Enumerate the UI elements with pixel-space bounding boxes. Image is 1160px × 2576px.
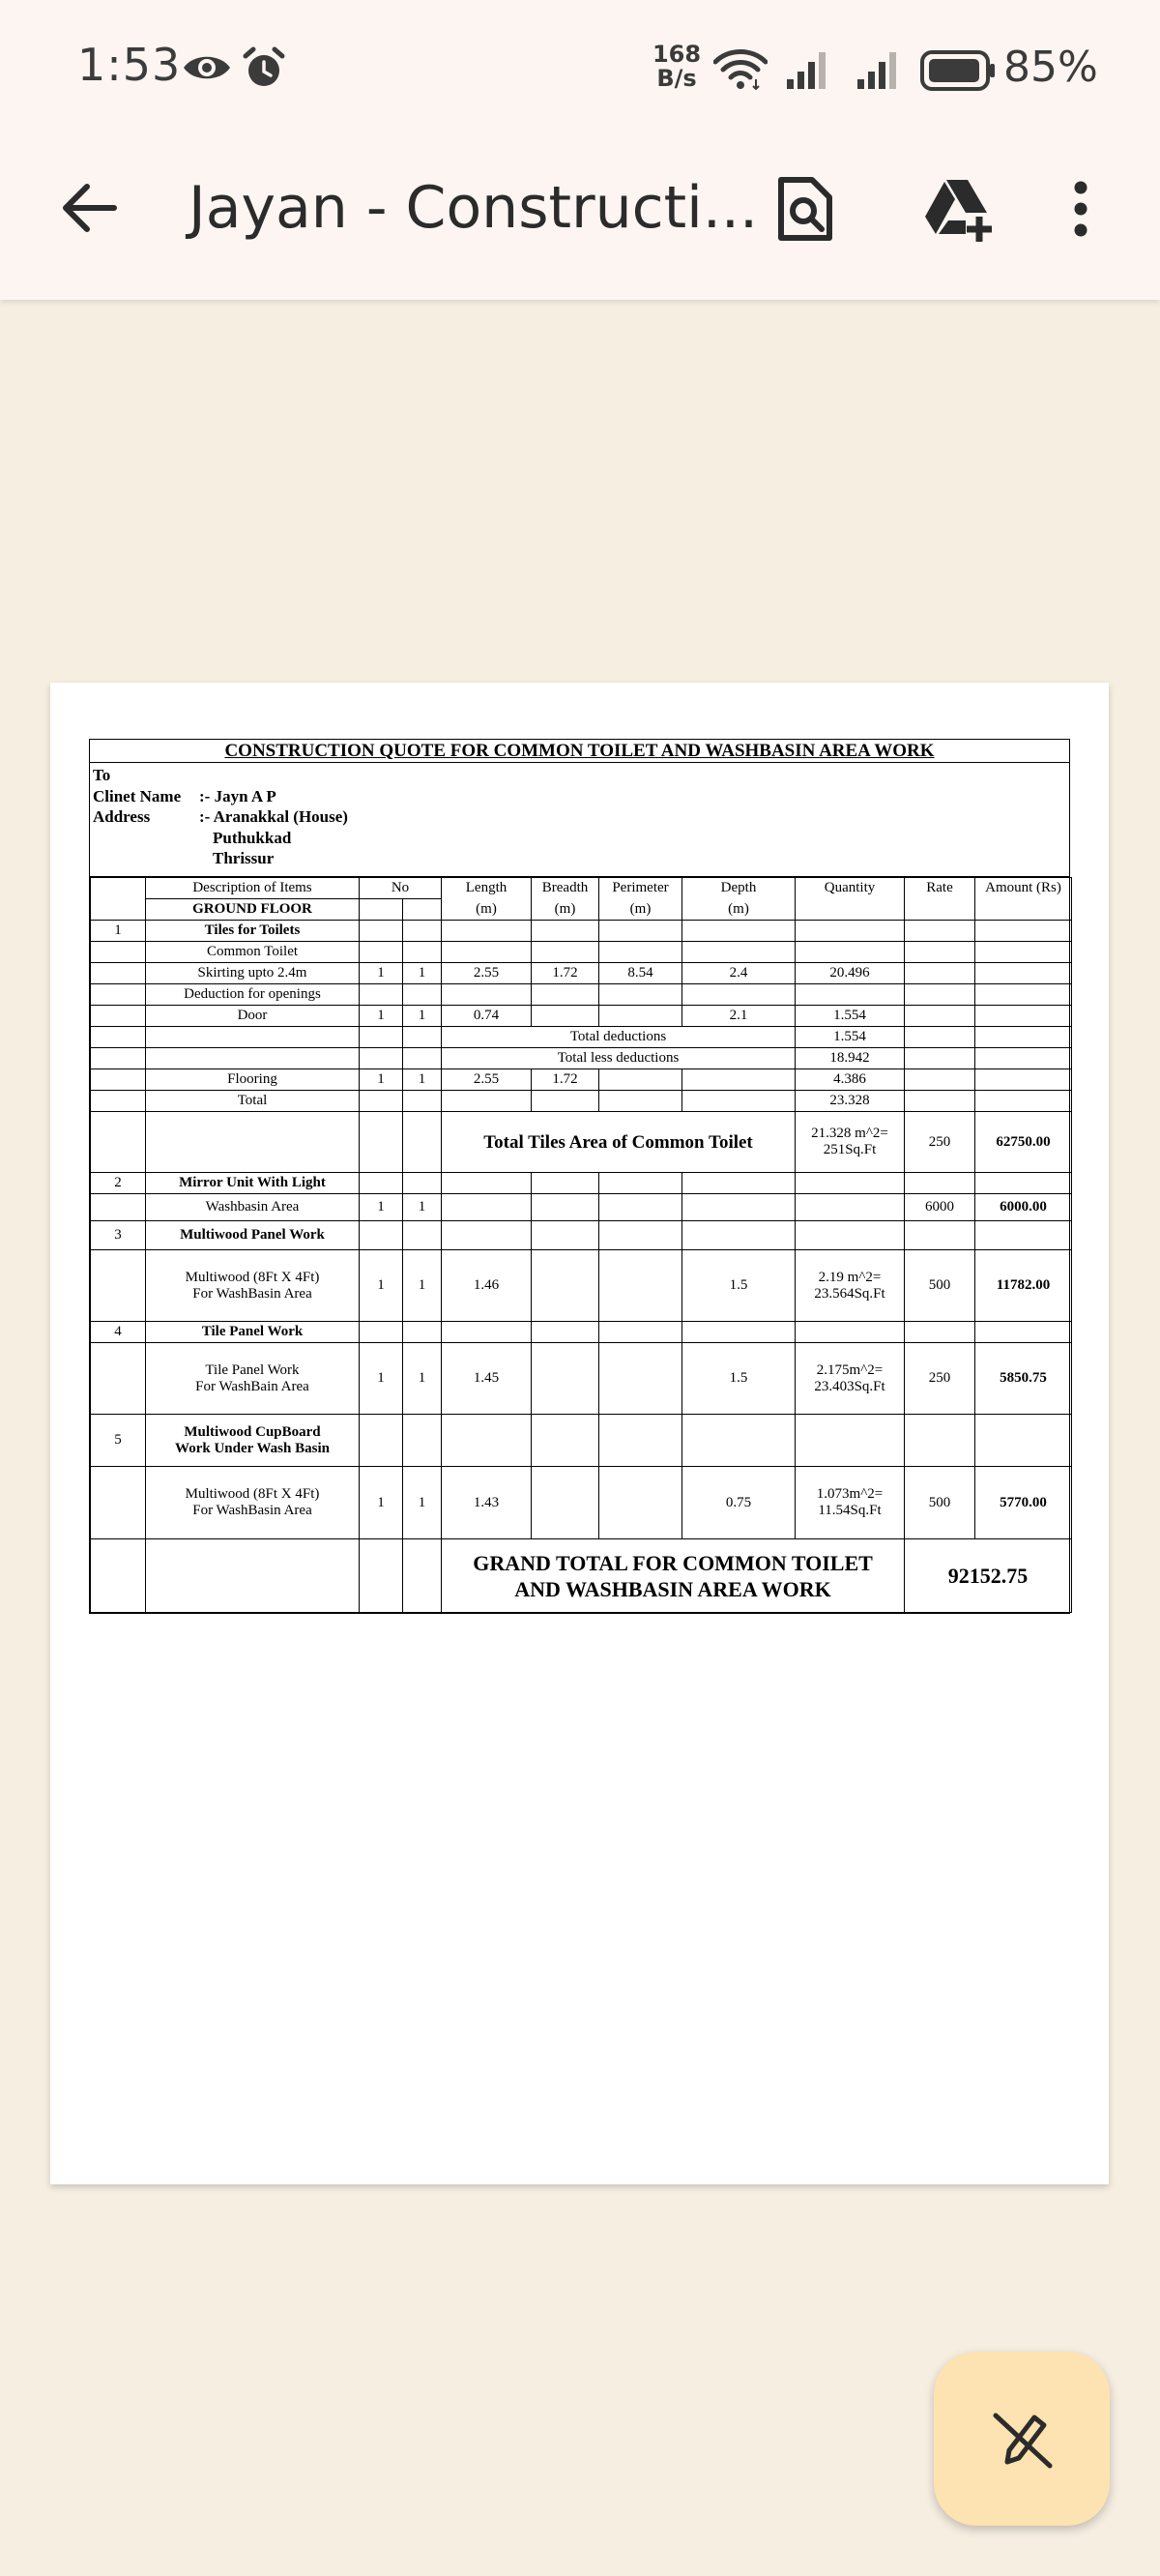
item-label: Deduction for openings: [146, 984, 360, 1006]
client-name-label: Clinet Name: [93, 786, 182, 805]
header-amount: Amount (Rs): [975, 878, 1072, 899]
cell-quantity: 4.386: [796, 1069, 905, 1091]
cell-no: 1: [360, 1343, 403, 1415]
cell-no: 1: [403, 1069, 442, 1091]
top-bar: [0, 0, 1160, 300]
cell-no: 1: [403, 1194, 442, 1221]
table-row: [91, 1415, 1072, 1467]
grand-total-label: [442, 1539, 905, 1613]
cell-rate: 500: [905, 1250, 975, 1322]
table-row: [91, 1221, 1072, 1250]
more-vert-icon[interactable]: [1071, 180, 1090, 242]
grand-total-row: [91, 1539, 1072, 1613]
edit-fab-button[interactable]: [934, 2352, 1110, 2526]
section-number: 2: [91, 1173, 146, 1194]
header-rate: Rate: [905, 878, 975, 899]
item-line-2: For WashBasin Area: [192, 1285, 312, 1302]
cell-rate: 250: [905, 1112, 975, 1173]
item-label: Washbasin Area: [146, 1194, 360, 1221]
item-line-1: Multiwood (8Ft X 4Ft): [185, 1269, 320, 1285]
section-number: 1: [91, 921, 146, 942]
cell-no: 1: [403, 1006, 442, 1027]
unit-perimeter: (m): [599, 899, 682, 921]
document-title: Jayan - Constructi...: [188, 174, 759, 242]
cell-quantity: 1.554: [796, 1027, 905, 1048]
item-line-1: Tile Panel Work: [205, 1361, 300, 1378]
header-description: Description of Items: [146, 878, 360, 899]
cell-length: 0.74: [442, 1006, 532, 1027]
quote-document: [89, 739, 1070, 1614]
cell-no: 1: [360, 1250, 403, 1322]
cell-quantity: [796, 1343, 905, 1415]
quantity-line-1: 2.175m^2=: [816, 1361, 884, 1378]
section-title: Tiles for Toilets: [146, 921, 360, 942]
network-speed-unit: B/s: [656, 65, 697, 92]
section-title: Mirror Unit With Light: [146, 1173, 360, 1194]
cell-no: 1: [403, 1250, 442, 1322]
section-title: Tile Panel Work: [146, 1322, 360, 1343]
unit-breadth: (m): [532, 899, 599, 921]
table-row: [91, 1112, 1072, 1173]
status-bar: [0, 0, 1160, 145]
table-row: [91, 1322, 1072, 1343]
signal-icon: [785, 48, 833, 95]
cell-length: 1.46: [442, 1250, 532, 1322]
cell-quantity: [796, 1250, 905, 1322]
cell-amount: 11782.00: [975, 1250, 1072, 1322]
add-to-drive-icon[interactable]: [923, 178, 997, 246]
unit-length: (m): [442, 899, 532, 921]
network-speed-value: 168: [652, 41, 702, 68]
unit-depth: (m): [682, 899, 796, 921]
wifi-icon: [713, 48, 768, 95]
ground-floor-label: GROUND FLOOR: [146, 899, 360, 921]
cell-rate: 500: [905, 1467, 975, 1539]
table-row: [91, 1048, 1072, 1069]
quantity-line-2: 23.403Sq.Ft: [814, 1378, 885, 1394]
quantity-line-2: 11.54Sq.Ft: [818, 1503, 882, 1518]
table-row: [91, 1173, 1072, 1194]
item-label: [146, 1467, 360, 1539]
cell-no: 1: [403, 1343, 442, 1415]
cell-no: 1: [360, 1006, 403, 1027]
cell-rate: 250: [905, 1343, 975, 1415]
cell-quantity: 23.328: [796, 1091, 905, 1112]
section-title-line-1: Multiwood CupBoard: [184, 1423, 321, 1440]
item-line-2: For WashBain Area: [195, 1378, 309, 1394]
cell-length: 2.55: [442, 1069, 532, 1091]
section-title: Multiwood Panel Work: [146, 1221, 360, 1250]
cell-no: 1: [403, 1467, 442, 1539]
cell-no: 1: [360, 963, 403, 984]
status-time: 1:53: [77, 39, 182, 91]
cell-breadth: 1.72: [532, 963, 599, 984]
item-label: Skirting upto 2.4m: [146, 963, 360, 984]
header-breadth: Breadth: [532, 878, 599, 899]
cell-depth: 2.4: [682, 963, 796, 984]
section-number: 5: [91, 1415, 146, 1467]
battery-percent: 85%: [1003, 43, 1098, 92]
cell-depth: 0.75: [682, 1467, 796, 1539]
cell-length: 2.55: [442, 963, 532, 984]
table-header-row: [91, 878, 1072, 899]
signal-icon: [856, 48, 904, 95]
back-arrow-icon[interactable]: [56, 179, 124, 237]
table-row: [91, 963, 1072, 984]
quantity-line-1: 1.073m^2=: [816, 1486, 884, 1502]
table-row: [91, 1250, 1072, 1322]
address-line-1: :- Aranakkal (House): [199, 807, 348, 826]
quantity-line-2: 251Sq.Ft: [823, 1142, 877, 1157]
table-row: [91, 984, 1072, 1006]
tiles-area-label: Total Tiles Area of Common Toilet: [442, 1112, 796, 1173]
section-number: 3: [91, 1221, 146, 1250]
edit-icon: [990, 2406, 1056, 2472]
total-deductions-label: Total deductions: [442, 1027, 796, 1048]
header-depth: Depth: [682, 878, 796, 899]
cell-amount: 5770.00: [975, 1467, 1072, 1539]
header-no: No: [360, 878, 442, 899]
header-quantity: Quantity: [796, 878, 905, 899]
client-name-value: :- Jayn A P: [199, 786, 276, 805]
battery-icon: [920, 50, 998, 95]
network-speed: [650, 43, 704, 91]
table-row: [91, 921, 1072, 942]
total-less-deductions-label: Total less deductions: [442, 1048, 796, 1069]
quantity-line-1: 2.19 m^2=: [818, 1269, 882, 1285]
cell-perimeter: 8.54: [599, 963, 682, 984]
cell-depth: 1.5: [682, 1250, 796, 1322]
header-perimeter: Perimeter: [599, 878, 682, 899]
item-line-1: Multiwood (8Ft X 4Ft): [185, 1486, 320, 1502]
cell-amount: 6000.00: [975, 1194, 1072, 1221]
cell-no: 1: [360, 1194, 403, 1221]
grand-total-label-line-1: GRAND TOTAL FOR COMMON TOILET: [473, 1550, 873, 1575]
table-subheader-row: [91, 899, 1072, 921]
grand-total-value: 92152.75: [905, 1539, 1072, 1613]
item-label: Flooring: [146, 1069, 360, 1091]
table-row: [91, 1069, 1072, 1091]
section-title-line-2: Work Under Wash Basin: [175, 1440, 330, 1456]
section-number: 4: [91, 1322, 146, 1343]
item-label: [146, 1250, 360, 1322]
table-row: [91, 1027, 1072, 1048]
cell-amount: 5850.75: [975, 1343, 1072, 1415]
cell-quantity: 18.942: [796, 1048, 905, 1069]
cell-amount: 62750.00: [975, 1112, 1072, 1173]
address-line-2: Puthukkad: [213, 828, 292, 847]
cell-no: 1: [403, 963, 442, 984]
cell-quantity: [796, 1467, 905, 1539]
table-row: [91, 1006, 1072, 1027]
quote-table: [90, 877, 1072, 1613]
cell-depth: 1.5: [682, 1343, 796, 1415]
address-label: Address: [93, 807, 151, 826]
cell-rate: 6000: [905, 1194, 975, 1221]
client-info: [90, 763, 1069, 877]
cell-length: 1.45: [442, 1343, 532, 1415]
item-label: Total: [146, 1091, 360, 1112]
quantity-line-1: 21.328 m^2=: [811, 1126, 888, 1141]
item-line-2: For WashBasin Area: [192, 1503, 312, 1518]
pdf-page: [50, 683, 1109, 2184]
item-label: Common Toilet: [146, 942, 360, 963]
table-row: [91, 1467, 1072, 1539]
address-line-3: Thrissur: [213, 849, 275, 867]
cell-length: 1.43: [442, 1467, 532, 1539]
eye-icon: [182, 50, 232, 89]
cell-depth: 2.1: [682, 1006, 796, 1027]
cell-breadth: 1.72: [532, 1069, 599, 1091]
table-row: [91, 1194, 1072, 1221]
quantity-line-2: 23.564Sq.Ft: [814, 1285, 885, 1302]
quote-title: CONSTRUCTION QUOTE FOR COMMON TOILET AND WASHBASIN AREA WORK: [90, 740, 1069, 763]
table-row: [91, 942, 1072, 963]
table-row: [91, 1091, 1072, 1112]
table-row: [91, 1343, 1072, 1415]
cell-no: 1: [360, 1467, 403, 1539]
cell-no: 1: [360, 1069, 403, 1091]
section-title: [146, 1415, 360, 1467]
to-label: To: [93, 766, 111, 784]
find-in-page-icon[interactable]: [775, 176, 835, 248]
grand-total-label-line-2: AND WASHBASIN AREA WORK: [514, 1576, 831, 1601]
item-label: [146, 1343, 360, 1415]
cell-quantity: 1.554: [796, 1006, 905, 1027]
item-label: Door: [146, 1006, 360, 1027]
cell-quantity: [796, 1112, 905, 1173]
header-length: Length: [442, 878, 532, 899]
alarm-icon: [242, 46, 286, 95]
cell-quantity: 20.496: [796, 963, 905, 984]
